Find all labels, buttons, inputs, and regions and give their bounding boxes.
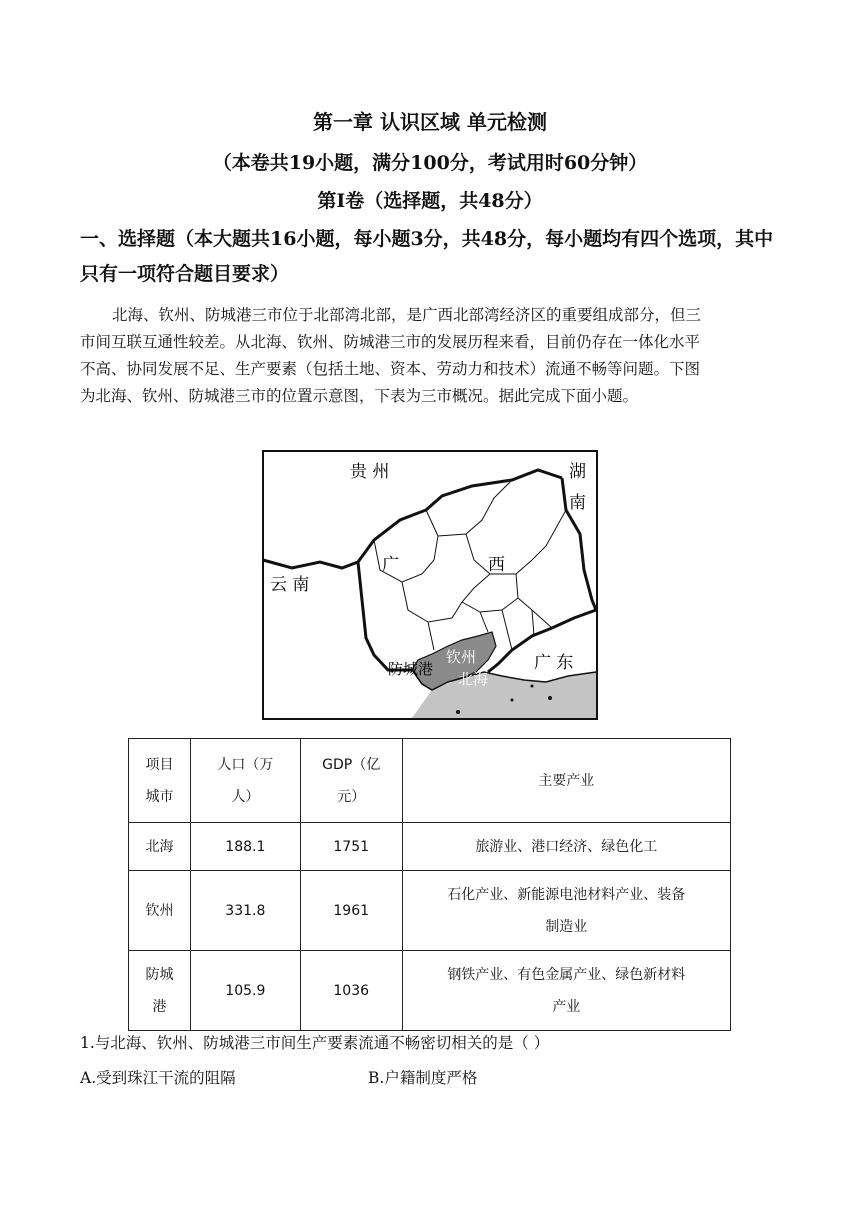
label-xi: 西 (488, 555, 505, 575)
cell-industry: 旅游业、港口经济、绿色化工 (402, 823, 730, 871)
cell-gdp: 1961 (300, 871, 402, 951)
cell-city: 防城 港 (129, 951, 191, 1031)
cell-industry: 石化产业、新能源电池材料产业、装备 制造业 (402, 871, 730, 951)
label-hunan-1: 湖 (569, 462, 586, 482)
cities-table (128, 738, 731, 1031)
option-a[interactable]: A.受到珠江干流的阻隔 (80, 1069, 236, 1087)
header-gdp: GDP（亿 元） (300, 739, 402, 823)
header-population: 人口（万 人） (190, 739, 300, 823)
intro-paragraph (80, 302, 786, 410)
label-hunan-2: 南 (569, 493, 586, 513)
option-b[interactable]: B.户籍制度严格 (368, 1069, 478, 1087)
intro-line-4: 为北海、钦州、防城港三市的位置示意图，下表为三市概况。据此完成下面小题。 (80, 387, 639, 405)
table-row (129, 871, 731, 951)
label-yunnan: 云 南 (270, 575, 310, 595)
island-1 (456, 710, 460, 714)
island-2 (531, 685, 534, 688)
cell-population: 331.8 (190, 871, 300, 951)
header-industry: 主要产业 (402, 739, 730, 823)
island-3 (548, 696, 552, 700)
location-map (262, 450, 598, 720)
part-heading: 第Ⅰ卷（选择题，共48分） (317, 190, 543, 212)
label-guizhou: 贵 州 (350, 462, 390, 482)
table-row (129, 823, 731, 871)
label-guang: 广 (382, 555, 399, 575)
cell-population: 105.9 (190, 951, 300, 1031)
label-fangchenggang: 防城港 (388, 660, 434, 678)
section-heading: 一、选择题（本大题共16小题，每小题3分，共48分，每小题均有四个选项，其中只有一项符合题目要求） (80, 228, 774, 285)
table-header-row (129, 739, 731, 823)
intro-line-2: 市间互联互通性较差。从北海、钦州、防城港三市的发展历程来看，目前仍存在一体化水平 (80, 333, 701, 351)
label-guangdong: 广 东 (534, 653, 574, 673)
question-1-stem: 1.与北海、钦州、防城港三市间生产要素流通不畅密切相关的是（ ） (80, 1034, 550, 1052)
page-title: 第一章 认识区域 单元检测 (313, 110, 547, 134)
table-row (129, 951, 731, 1031)
cell-population: 188.1 (190, 823, 300, 871)
header-item-city: 项目 城市 (129, 739, 191, 823)
label-qinzhou: 钦州 (446, 648, 477, 666)
exam-info: （本卷共19小题，满分100分，考试用时60分钟） (212, 152, 648, 174)
cell-industry: 钢铁产业、有色金属产业、绿色新材料 产业 (402, 951, 730, 1031)
island-4 (511, 699, 514, 702)
cell-gdp: 1751 (300, 823, 402, 871)
intro-line-1: 北海、钦州、防城港三市位于北部湾北部，是广西北部湾经济区的重要组成部分，但三 (112, 306, 702, 324)
cell-city: 北海 (129, 823, 191, 871)
cell-city: 钦州 (129, 871, 191, 951)
intro-line-3: 不高、协同发展不足、生产要素（包括土地、资本、劳动力和技术）流通不畅等问题。下图 (80, 360, 701, 378)
cell-gdp: 1036 (300, 951, 402, 1031)
label-beihai: 北海 (458, 670, 489, 688)
